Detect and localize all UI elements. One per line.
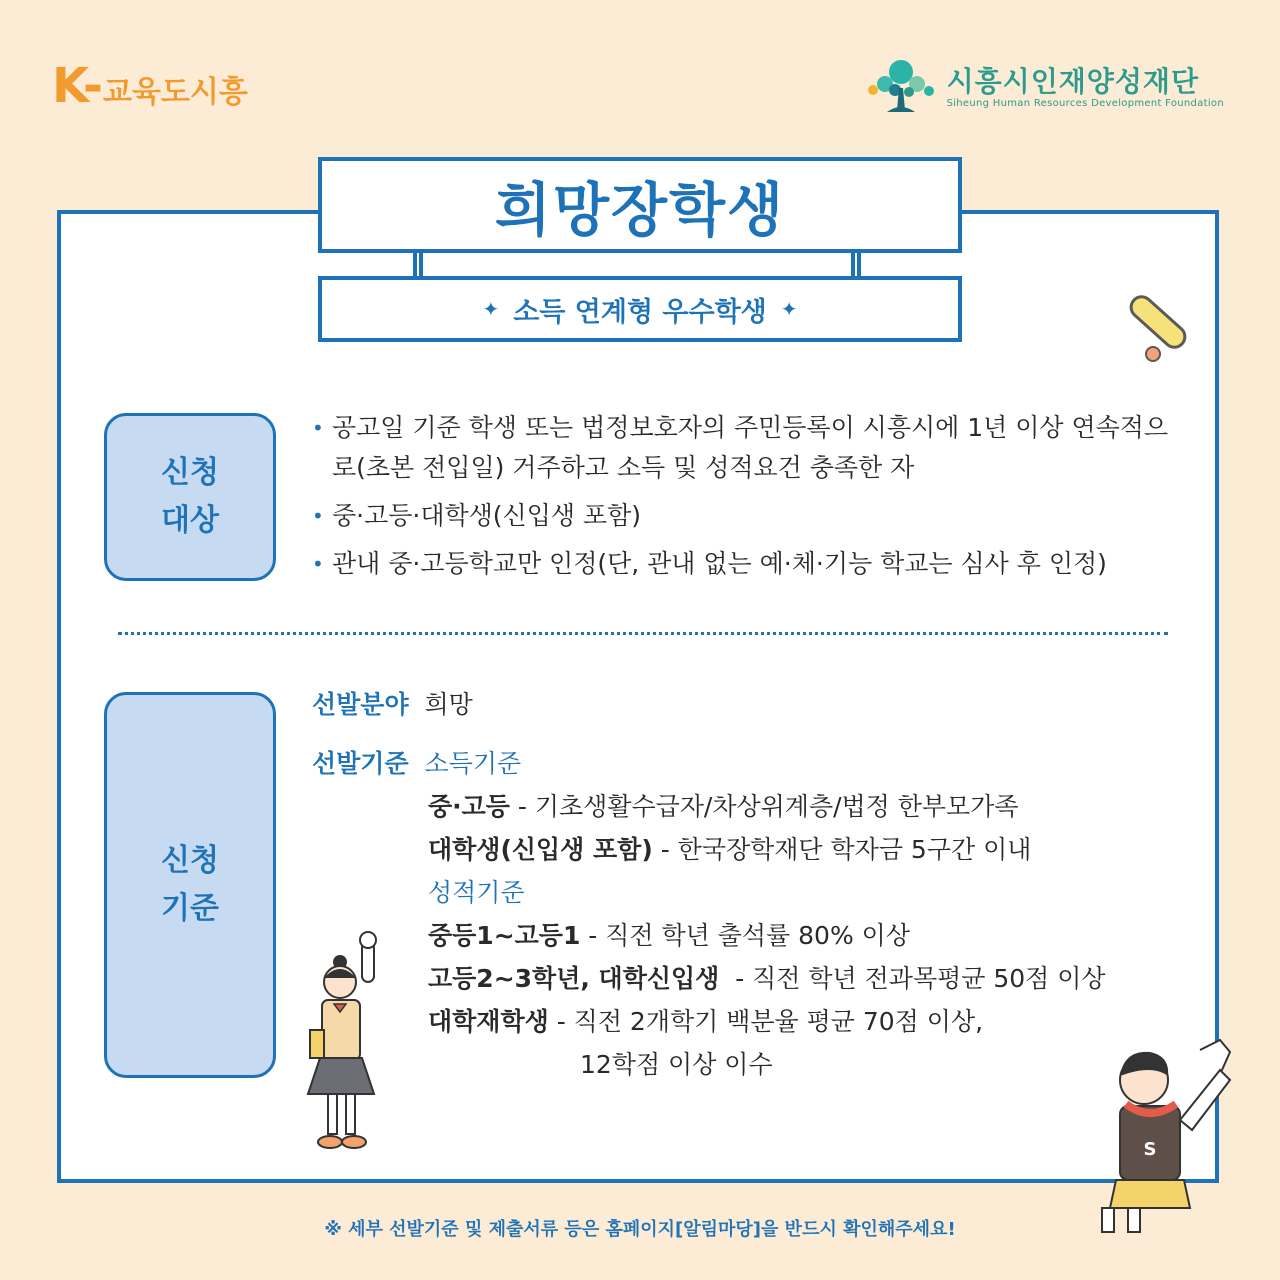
girl-student-illustration-icon (300, 930, 390, 1160)
grade-title: 성적기준 (428, 878, 525, 907)
foundation-logo (865, 58, 1224, 116)
row-text: - 직전 학년 전과목평균 50점 이상 (719, 964, 1106, 993)
diamond-icon: ✦ (780, 297, 798, 321)
field-row (312, 688, 473, 722)
income-row (428, 790, 1019, 824)
label-line: 기준 (161, 891, 219, 926)
dotted-divider (118, 632, 1168, 635)
list-item: • 관내 중·고등학교만 인정(단, 관내 없는 예·체·기능 학교는 심사 후 인정) (312, 544, 1172, 584)
field-value: 희망 (424, 690, 473, 719)
criteria-row (312, 747, 521, 781)
label-line: 신청 (161, 455, 219, 490)
decorative-dot-icon (1145, 346, 1161, 362)
income-row (428, 833, 1031, 867)
subtitle: 소득 연계형 우수학생 (513, 296, 767, 328)
svg-text:S: S (1143, 1139, 1157, 1160)
grade-row (428, 962, 1106, 996)
grade-row (428, 1005, 983, 1039)
logo-k-text: K- (52, 58, 101, 114)
label-line: 대상 (161, 503, 219, 538)
footer-notice: ※ 세부 선발기준 및 제출서류 등은 홈페이지[알림마당]을 반드시 확인해주세요! (324, 1219, 956, 1240)
row-text: - 한국장학재단 학자금 5구간 이내 (652, 835, 1032, 864)
tree-logo-icon (865, 58, 937, 116)
foundation-english-name: Siheung Human Resources Development Foundation (946, 97, 1224, 109)
row-text: - 기초생활수급자/차상위계층/법정 한부모가족 (509, 792, 1019, 821)
field-key: 선발분야 (312, 690, 409, 719)
title-box (318, 157, 962, 253)
page-title: 희망장학생 (494, 176, 786, 244)
row-head: 중등1~고등1 (428, 921, 581, 950)
row-text: - 직전 학년 출석률 80% 이상 (580, 921, 910, 950)
grade-row (428, 919, 910, 953)
grade-continuation: 12학점 이상 이수 (580, 1050, 773, 1079)
row-head: 대학재학생 (428, 1007, 549, 1036)
eligibility-list (312, 408, 1172, 592)
section-label-eligibility (104, 413, 276, 581)
boy-student-illustration-icon (1080, 1030, 1240, 1240)
row-head: 대학생(신입생 포함) (428, 835, 653, 864)
foundation-name: 시흥시인재양성재단 (946, 64, 1199, 98)
income-title: 소득기준 (424, 749, 522, 778)
row-head: 중·고등 (428, 792, 510, 821)
logo-left-text: 교육도시흥 (102, 75, 248, 110)
criteria-key: 선발기준 (312, 749, 409, 778)
label-line: 신청 (161, 843, 219, 878)
row-text: - 직전 2개학기 백분율 평균 70점 이상, (548, 1007, 984, 1036)
row-head: 고등2~3학년, 대학신입생 (428, 964, 720, 993)
section-label-criteria (104, 692, 276, 1078)
diamond-icon: ✦ (482, 297, 500, 321)
subtitle-box (318, 276, 962, 342)
list-item: • 공고일 기준 학생 또는 법정보호자의 주민등록이 시흥시에 1년 이상 연속적으로(초본 전입일) 거주하고 소득 및 성적요건 충족한 자 (312, 408, 1172, 488)
k-education-logo (52, 58, 248, 114)
list-item: • 중·고등·대학생(신입생 포함) (312, 496, 1172, 536)
